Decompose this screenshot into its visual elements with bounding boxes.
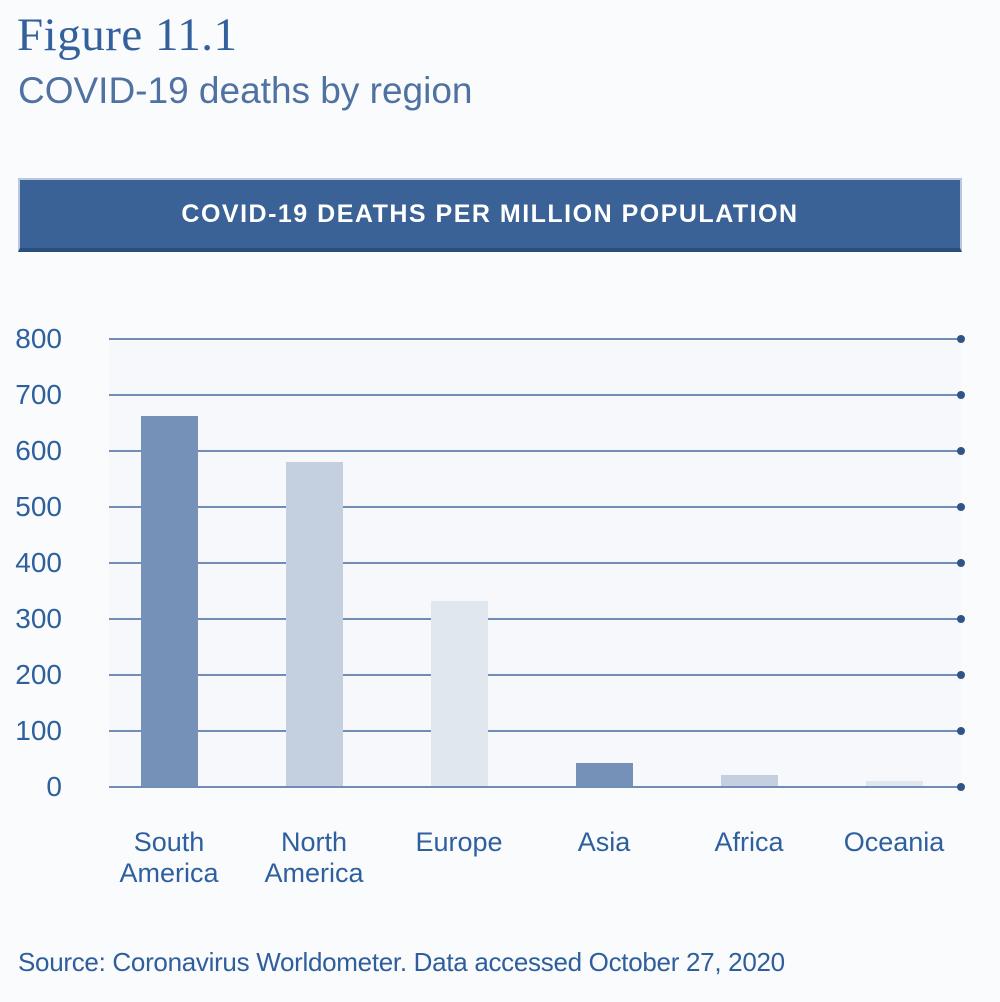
gridline — [109, 338, 961, 340]
source-note: Source: Coronavirus Worldometer. Data accessed October 27, 2020 — [18, 947, 785, 977]
gridline — [109, 506, 961, 508]
y-tick-label: 200 — [15, 659, 62, 690]
y-tick-label: 100 — [15, 715, 62, 746]
bar-europe — [431, 601, 488, 787]
gridline — [109, 394, 961, 396]
gridline — [109, 674, 961, 676]
chart-title: COVID-19 DEATHS PER MILLION POPULATION — [181, 199, 799, 228]
y-tick-label: 600 — [15, 435, 62, 466]
y-tick-label: 400 — [15, 547, 62, 578]
bar-asia — [576, 763, 633, 787]
x-tick-label-asia: Asia — [577, 827, 631, 857]
gridline-end-dot — [957, 503, 965, 511]
gridline-end-dot — [957, 335, 965, 343]
x-tick-label-north-america: North America — [264, 827, 364, 888]
gridline — [109, 618, 961, 620]
gridline-end-dot — [957, 615, 965, 623]
gridline-end-dot — [957, 727, 965, 735]
bar-north-america — [286, 462, 343, 787]
figure-label: Figure 11.1 — [17, 9, 238, 61]
y-tick-label: 700 — [15, 379, 62, 410]
y-tick-label: 0 — [46, 771, 62, 802]
x-tick-label-africa: Africa — [714, 827, 784, 857]
gridline — [109, 730, 961, 732]
x-axis-baseline — [109, 786, 961, 788]
y-tick-label: 500 — [15, 491, 62, 522]
gridline-end-dot — [957, 391, 965, 399]
y-tick-label: 300 — [15, 603, 62, 634]
gridline — [109, 450, 961, 452]
bar-south-america — [141, 416, 198, 787]
gridline — [109, 562, 961, 564]
gridline-end-dot — [957, 447, 965, 455]
y-tick-label: 800 — [15, 323, 62, 354]
figure-subtitle: COVID-19 deaths by region — [18, 70, 473, 111]
gridline-end-dot — [957, 559, 965, 567]
x-tick-label-europe: Europe — [415, 827, 503, 857]
x-tick-label-oceania: Oceania — [843, 827, 945, 857]
gridline-end-dot — [957, 671, 965, 679]
gridline-end-dot — [957, 783, 965, 791]
x-tick-label-south-america: South America — [119, 827, 219, 888]
